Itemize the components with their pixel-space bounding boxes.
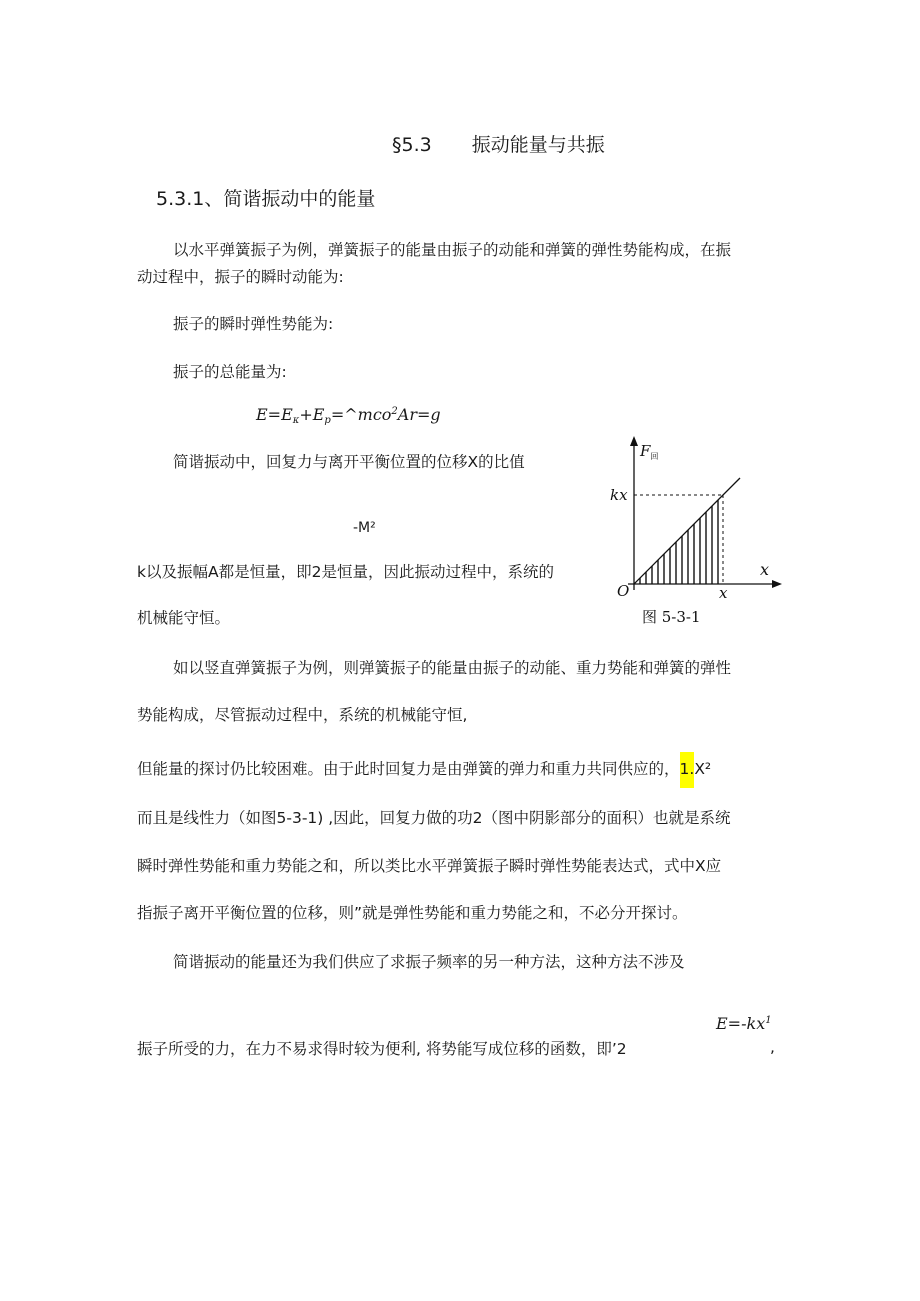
paragraph-line: 简谐振动的能量还为我们供应了求振子频率的另一种方法，这种方法不涉及 (173, 953, 685, 971)
figure-caption: 图 5-3-1 (642, 608, 701, 626)
x-tick-label: x (719, 584, 728, 602)
paragraph-line: 振子的瞬时弹性势能为: (173, 315, 334, 333)
y-axis-arrow (630, 436, 638, 446)
paragraph-line: 动过程中，振子的瞬时动能为: (137, 268, 344, 286)
x-axis-label: x (760, 560, 770, 579)
paragraph-line: 机械能守恒。 (137, 609, 231, 627)
subsection-heading: 5.3.1、简谐振动中的能量 (156, 188, 376, 210)
section-title-text: 振动能量与共振 (471, 134, 605, 156)
section-title (392, 130, 605, 157)
paragraph-line: k以及振幅A都是恒量，即2是恒量，因此振动过程中，系统的 (137, 563, 554, 581)
energy-formula: $E=E_\kappa+E_p=\^{}mco^2Ar=g$ (256, 405, 441, 426)
paragraph-line: 而且是线性力（如图5-3-1) ,因此，回复力做的功2（图中阴影部分的面积）也就是系统 (137, 809, 731, 827)
paragraph-line: 指振子离开平衡位置的位移，则”就是弹性势能和重力势能之和，不必分开探讨。 (137, 904, 688, 922)
paragraph-line: 如以竖直弹簧振子为例，则弹簧振子的能量由振子的动能、重力势能和弹簧的弹性 (173, 659, 732, 677)
paragraph-line: 瞬时弹性势能和重力势能之和，所以类比水平弹簧振子瞬时弹性势能表达式，式中X应 (137, 857, 722, 875)
y-axis-label: $F_回$ (640, 442, 659, 461)
origin-label: O (617, 582, 630, 600)
paragraph-line: 但能量的探讨仍比较困难。由于此时回复力是由弹簧的弹力和重力共同供应的，1.X² (137, 762, 711, 778)
kx-label: kx (610, 486, 628, 504)
paragraph-line: 势能构成，尽管振动过程中，系统的机械能守恒, (137, 706, 468, 724)
paragraph-line: 以水平弹簧振子为例，弹簧振子的能量由振子的动能和弹簧的弹性势能构成，在振 (173, 241, 732, 259)
paragraph-line: 振子所受的力，在力不易求得时较为便利, 将势能写成位移的函数，即’2 (137, 1040, 627, 1058)
x-axis-arrow (772, 580, 782, 588)
trailing-comma: , (770, 1038, 775, 1056)
force-line (634, 478, 740, 584)
paragraph-line: 振子的总能量为: (173, 363, 287, 381)
hatch-area (640, 492, 718, 584)
formula-fragment: -M² (353, 520, 376, 536)
force-displacement-figure (600, 432, 790, 632)
potential-formula: $E=-kx^1$ (716, 1014, 772, 1033)
section-number: §5.3 (392, 134, 432, 156)
paragraph-line: 简谐振动中，回复力与离开平衡位置的位移X的比值 (173, 453, 525, 471)
highlighted-text: 1. (680, 752, 695, 788)
